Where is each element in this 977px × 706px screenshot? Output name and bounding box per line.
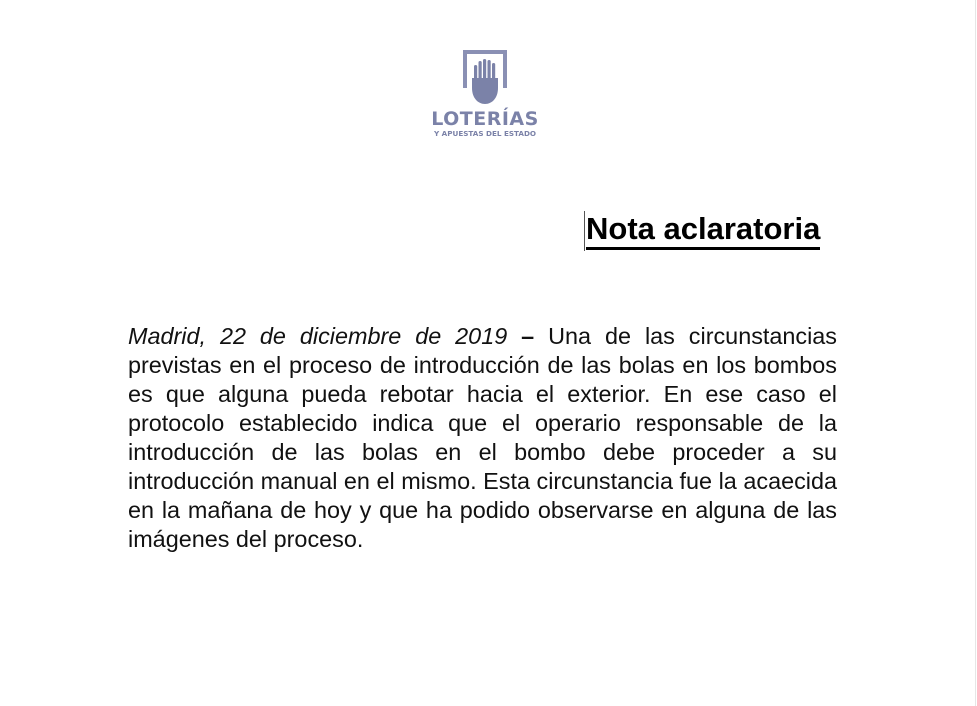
logo-subtitle: Y APUESTAS DEL ESTADO — [433, 129, 537, 138]
hand-in-frame-icon — [461, 48, 509, 108]
document-title: Nota aclaratoria — [586, 211, 820, 250]
loterias-logo — [418, 48, 552, 148]
title-container — [584, 211, 820, 251]
body-paragraph — [128, 322, 837, 554]
dateline: Madrid, 22 de diciembre de 2019 — [128, 323, 508, 349]
body-text: Una de las circunstancias previstas en el proceso de introducción de las bolas en los bombos es que alguna pueda rebotar hacia el exterior. En ese caso el protocolo establecido indica que el operario responsable de la introducción de las bolas en el bombo debe proceder a su introducción manual en el mismo. Esta circunstancia fue la acaecida en la mañana de hoy y que ha podido observarse en alguna de las imágenes del proceso. — [128, 323, 838, 552]
dateline-dash: – — [521, 323, 535, 349]
logo-name: LOTERÍAS — [431, 108, 539, 130]
